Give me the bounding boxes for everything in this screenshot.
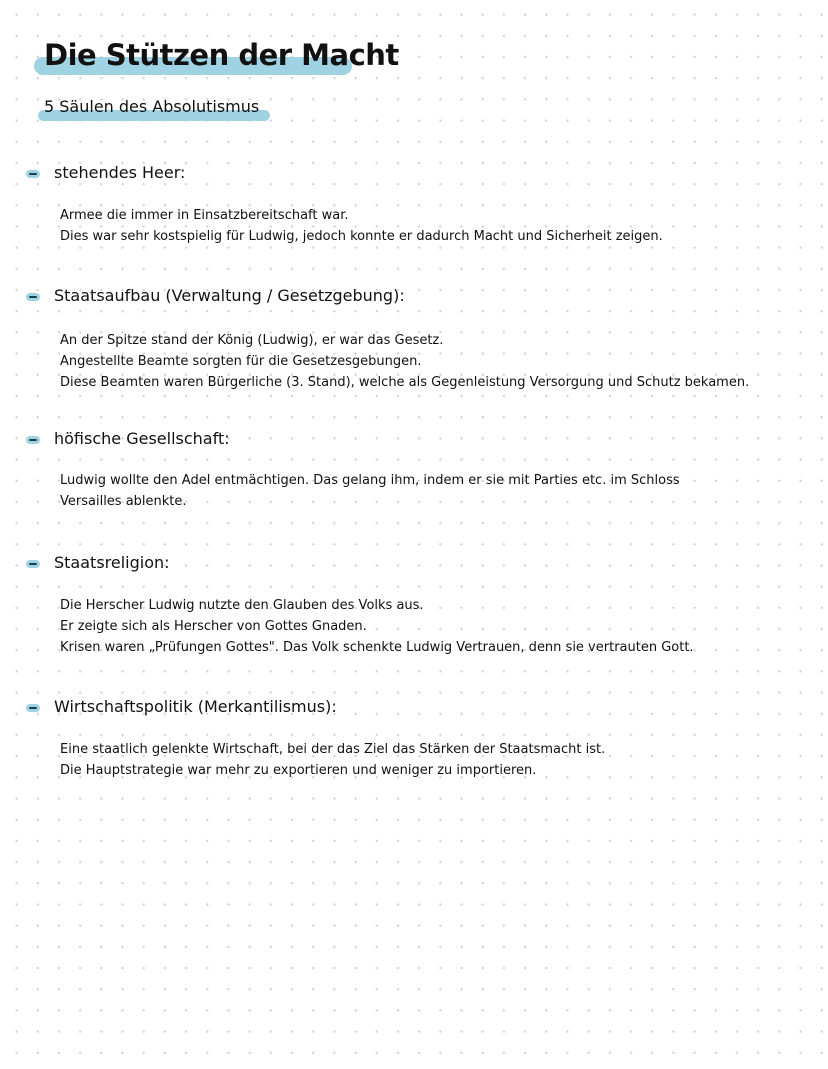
body-line: Die Hauptstrategie war mehr zu exportieren und weniger zu importieren. xyxy=(60,763,537,778)
body-line: Armee die immer in Einsatzbereitschaft war. xyxy=(60,208,349,223)
section-body xyxy=(60,330,810,393)
page-title: Die Stützen der Macht xyxy=(44,38,399,72)
body-line: Die Herscher Ludwig nutzte den Glauben des Volks aus. xyxy=(60,598,424,613)
section-body xyxy=(60,470,810,512)
bullet-marker xyxy=(26,560,40,568)
body-line: Angestellte Beamte sorgten für die Gesetzesgebungen. xyxy=(60,354,422,369)
body-line: Krisen waren „Prüfungen Gottes". Das Volk schenkte Ludwig Vertrauen, denn sie vertrauten Gott. xyxy=(60,640,694,655)
body-line: Ludwig wollte den Adel entmächtigen. Das gelang ihm, indem er sie mit Parties etc. im Schloss xyxy=(60,473,680,488)
section-body xyxy=(60,595,810,658)
bullet-marker xyxy=(26,436,40,444)
section-heading: Wirtschaftspolitik (Merkantilismus): xyxy=(54,697,337,716)
section-heading: Staatsaufbau (Verwaltung / Gesetzgebung): xyxy=(54,286,405,305)
body-line: Diese Beamten waren Bürgerliche (3. Stand), welche als Gegenleistung Versorgung und Schutz bekamen. xyxy=(60,375,750,390)
bullet-marker xyxy=(26,293,40,301)
section-heading: stehendes Heer: xyxy=(54,163,186,182)
body-line: Versailles ablenkte. xyxy=(60,494,187,509)
section-heading: höfische Gesellschaft: xyxy=(54,429,230,448)
section-body xyxy=(60,205,810,247)
subtitle-block xyxy=(38,97,259,116)
page-subtitle: 5 Säulen des Absolutismus xyxy=(44,97,260,116)
section-heading: Staatsreligion: xyxy=(54,553,170,572)
body-line: An der Spitze stand der König (Ludwig), er war das Gesetz. xyxy=(60,333,444,348)
body-line: Er zeigte sich als Herscher von Gottes Gnaden. xyxy=(60,619,367,634)
body-line: Dies war sehr kostspielig für Ludwig, jedoch konnte er dadurch Macht und Sicherheit zeigen. xyxy=(60,229,663,244)
title-block xyxy=(34,38,399,72)
bullet-marker xyxy=(26,170,40,178)
bullet-marker xyxy=(26,704,40,712)
body-line: Eine staatlich gelenkte Wirtschaft, bei der das Ziel das Stärken der Staatsmacht ist. xyxy=(60,742,606,757)
section-body xyxy=(60,739,810,781)
